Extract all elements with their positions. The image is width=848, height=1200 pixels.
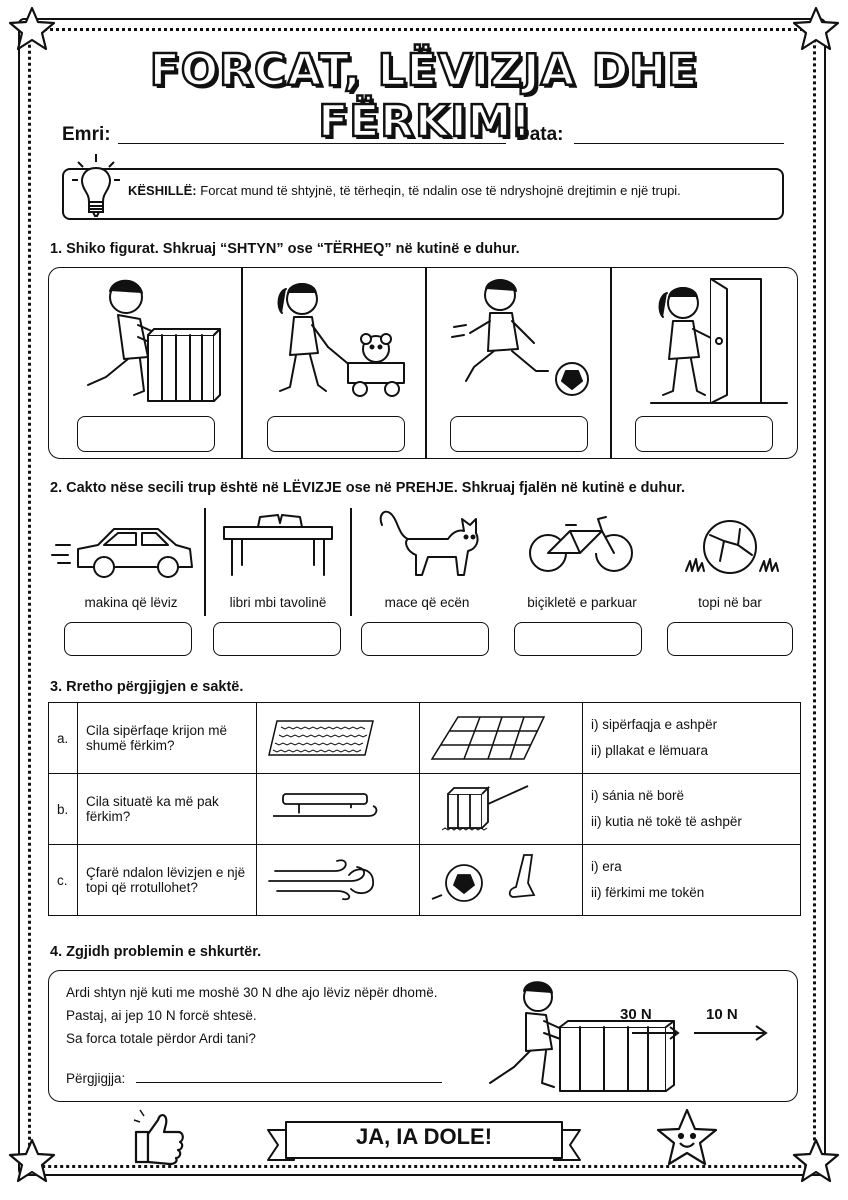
q2-answer-box-3[interactable] bbox=[361, 622, 489, 656]
car-illustration bbox=[52, 529, 192, 577]
box-on-ground-image bbox=[420, 774, 583, 845]
q3-prompt: 3. Rretho përgjigjen e saktë. bbox=[50, 679, 244, 695]
boy-pushing-box-illustration bbox=[88, 281, 220, 401]
q3-table bbox=[48, 702, 801, 916]
name-label: Emri: bbox=[62, 124, 111, 145]
options-cell bbox=[583, 703, 801, 774]
q4-line-1: Ardi shtyn një kuti me moshë 30 N dhe ajo lëviz nëpër dhomë. bbox=[66, 985, 438, 1000]
q2-answer-box-1[interactable] bbox=[64, 622, 192, 656]
q2-answer-box-5[interactable] bbox=[667, 622, 793, 656]
ball-on-grass-illustration bbox=[686, 521, 778, 573]
q2-illustrations bbox=[48, 505, 798, 590]
name-field[interactable] bbox=[118, 143, 506, 144]
options-cell bbox=[583, 845, 801, 916]
cat-illustration bbox=[381, 512, 478, 575]
q2-caption-2: libri mbi tavolinë bbox=[229, 595, 327, 610]
q1-answer-box-4[interactable] bbox=[635, 416, 773, 452]
lightbulb-icon bbox=[70, 152, 126, 224]
bicycle-illustration bbox=[530, 517, 632, 571]
option-1[interactable]: i) sánia në borë bbox=[591, 788, 685, 803]
sled-image bbox=[257, 774, 420, 845]
option-2[interactable]: ii) fërkimi me tokën bbox=[591, 885, 705, 900]
smiling-star-icon bbox=[656, 1108, 718, 1168]
q1-answer-box-1[interactable] bbox=[77, 416, 215, 452]
date-label: Data: bbox=[516, 124, 564, 145]
table-row bbox=[49, 845, 801, 916]
q4-text bbox=[66, 981, 437, 1050]
star-icon bbox=[10, 8, 54, 49]
tip-body: Forcat mund të shtyjnë, të tërheqin, të ndalin ose të ndryshojnë drejtimin e një trupi. bbox=[200, 183, 681, 198]
q2-answer-box-2[interactable] bbox=[213, 622, 341, 656]
q4-answer-field[interactable] bbox=[136, 1082, 442, 1083]
wind-image bbox=[257, 845, 420, 916]
star-icon bbox=[10, 1140, 54, 1181]
force-label-30n: 30 N bbox=[620, 1006, 652, 1023]
q4-line-3: Sa forca totale përdor Ardi tani? bbox=[66, 1031, 256, 1046]
row-question: Cila sipërfaqe krijon më shumë fërkim? bbox=[78, 703, 257, 774]
banner-text: JA, IA DOLE! bbox=[355, 1124, 493, 1149]
boy-kicking-ball-illustration bbox=[452, 280, 588, 395]
row-letter: b. bbox=[49, 774, 78, 845]
q4-prompt: 4. Zgjidh problemin e shkurtër. bbox=[50, 944, 262, 960]
boy-pushing-box-forces-illustration bbox=[480, 975, 780, 1095]
row-letter: c. bbox=[49, 845, 78, 916]
star-icon bbox=[794, 1140, 838, 1181]
q1-answer-box-3[interactable] bbox=[450, 416, 588, 452]
q1-answer-box-2[interactable] bbox=[267, 416, 405, 452]
date-field[interactable] bbox=[574, 143, 784, 144]
force-label-10n: 10 N bbox=[706, 1006, 738, 1023]
tip-text bbox=[128, 183, 681, 198]
q2-caption-1: makina që lëviz bbox=[84, 595, 178, 610]
table-row bbox=[49, 703, 801, 774]
girl-pulling-door-illustration bbox=[651, 279, 787, 403]
rough-surface-image bbox=[257, 703, 420, 774]
tip-label: KËSHILLË: bbox=[128, 183, 197, 198]
row-question: Cila situatë ka më pak fërkim? bbox=[78, 774, 257, 845]
q4-line-2: Pastaj, ai jep 10 N forcë shtesë. bbox=[66, 1008, 257, 1023]
option-1[interactable]: i) sipërfaqja e ashpër bbox=[591, 717, 718, 732]
q2-answer-box-4[interactable] bbox=[514, 622, 642, 656]
table-row bbox=[49, 774, 801, 845]
smooth-tiles-image bbox=[420, 703, 583, 774]
option-2[interactable]: ii) pllakat e lëmuara bbox=[591, 743, 709, 758]
girl-pulling-wagon-illustration bbox=[279, 284, 404, 396]
q1-prompt: 1. Shiko figurat. Shkruaj “SHTYN” ose “TËRHEQ” në kutinë e duhur. bbox=[50, 241, 520, 257]
table-with-book-illustration bbox=[224, 515, 332, 575]
q2-caption-3: mace që ecën bbox=[384, 595, 470, 610]
q2-caption-4: biçikletë e parkuar bbox=[527, 595, 637, 610]
row-letter: a. bbox=[49, 703, 78, 774]
q4-answer-label: Përgjigjja: bbox=[66, 1071, 126, 1086]
q2-prompt: 2. Cakto nëse secili trup është në LËVIZJE ose në PREHJE. Shkruaj fjalën në kutinë e duhur. bbox=[50, 480, 685, 496]
page-title: FORCAT, LËVIZJA DHE FËRKIMI bbox=[149, 45, 699, 147]
star-icon bbox=[794, 8, 838, 49]
row-question: Çfarë ndalon lëvizjen e një topi që rrotullohet? bbox=[78, 845, 257, 916]
ball-and-foot-image bbox=[420, 845, 583, 916]
option-2[interactable]: ii) kutia në tokë të ashpër bbox=[591, 814, 742, 829]
options-cell bbox=[583, 774, 801, 845]
q2-caption-5: topi në bar bbox=[698, 595, 762, 610]
thumbs-up-icon bbox=[134, 1110, 184, 1166]
option-1[interactable]: i) era bbox=[591, 859, 622, 874]
